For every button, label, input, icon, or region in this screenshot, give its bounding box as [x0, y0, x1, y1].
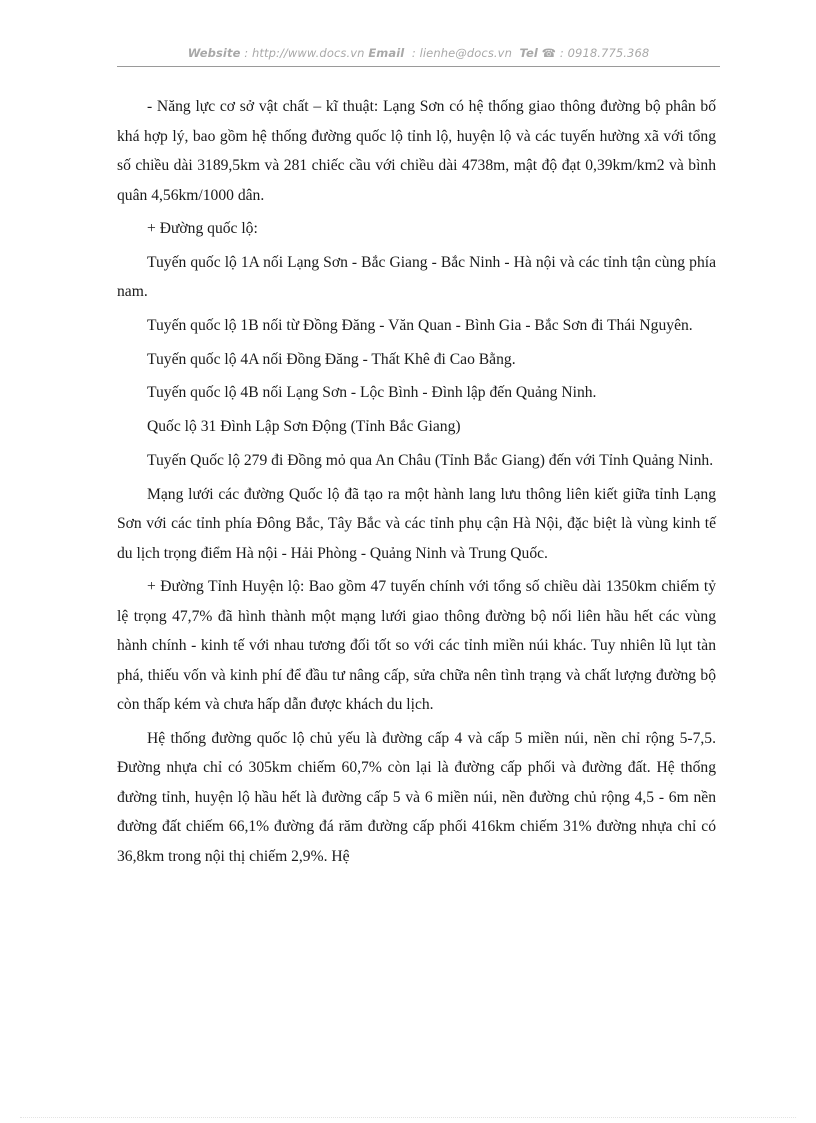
paragraph: Tuyến quốc lộ 1B nối từ Đồng Đăng - Văn Quan - Bình Gia - Bắc Sơn đi Thái Nguyên.: [147, 317, 693, 335]
website-label: Website: [187, 46, 241, 60]
paragraph: Mạng lưới các đường Quốc lộ đã tạo ra một hành lang lưu thông liên kiết giữa tỉnh Lạng Sơn với các tỉnh phía Đông Bắc, Tây Bắc và các tỉnh phụ cận Hà Nội, đặc biệt là vùng kinh tế du lịch trọng điểm Hà nội - Hải Phòng - Quảng Ninh và Trung Quốc.: [117, 485, 716, 562]
tel-separator: :: [556, 46, 568, 60]
paragraph: - Năng lực cơ sở vật chất – kĩ thuật: Lạng Sơn có hệ thống giao thông đường bộ phân bố khá hợp lý, bao gồm hệ thống đường quốc lộ tỉnh lộ, huyện lộ và các tuyến hường xã với tổng số chiều dài 3189,5km và 281 chiếc cầu với chiều dài 4738m, mật độ đạt 0,39km/km2 và bình quân 4,56km/1000 dân.: [117, 98, 716, 204]
tel-label: Tel: [519, 46, 538, 60]
paragraph: + Đường Tỉnh Huyện lộ: Bao gồm 47 tuyến chính với tổng số chiều dài 1350km chiếm tỷ lệ trọng 47,7% đã hình thành một mạng lưới giao thông đường bộ nối liên hầu hết các vùng hành chính - kinh tế với nhau tương đối tốt so với các tỉnh miền núi khác. Tuy nhiên lũ lụt tàn phá, thiếu vốn và kinh phí để đầu tư nâng cấp, sửa chữa nên tình trạng và chất lượng đường bộ còn thấp kém và chưa hấp dẫn được khách du lịch.: [117, 578, 716, 714]
page-header: [117, 46, 720, 60]
paragraph: Tuyến Quốc lộ 279 đi Đồng mỏ qua An Châu (Tỉnh Bắc Giang) đến với Tỉnh Quảng Ninh.: [147, 451, 714, 469]
document-body: [117, 92, 716, 876]
paragraph: Tuyến quốc lộ 4A nối Đồng Đăng - Thất Khê đi Cao Bằng.: [147, 350, 516, 368]
paragraph: Tuyến quốc lộ 4B nối Lạng Sơn - Lộc Bình - Đình lập đến Quảng Ninh.: [147, 384, 597, 402]
paragraph: + Đường quốc lộ:: [147, 220, 258, 238]
email-label: Email: [368, 46, 405, 60]
paragraph: Hệ thống đường quốc lộ chủ yếu là đường cấp 4 và cấp 5 miền núi, nền chỉ rộng 5-7,5. Đường nhựa chỉ có 305km chiếm 60,7% còn lại là đường cấp phối và đường đất. Hệ thống đường tỉnh, huyện lộ hầu hết là đường cấp 5 và 6 miền núi, nền đường chủ rộng 4,5 - 6m nền đường đất chiếm 66,1% đường đá răm đường cấp phối 416km chiếm 31% đường nhựa chỉ có 36,8km trong nội thị chiếm 2,9%. Hệ: [117, 729, 716, 865]
tel-number: 0918.775.368: [567, 46, 650, 60]
paragraph: Tuyến quốc lộ 1A nối Lạng Sơn - Bắc Giang - Bắc Ninh - Hà nội và các tỉnh tận cùng phía nam.: [117, 253, 716, 301]
website-link[interactable]: http://www.docs.vn: [251, 46, 365, 60]
page-bottom-border: [20, 1117, 796, 1118]
paragraph: Quốc lộ 31 Đình Lập Sơn Động (Tỉnh Bắc Giang): [147, 418, 461, 436]
website-separator: :: [240, 46, 252, 60]
email-link[interactable]: lienhe@docs.vn: [419, 46, 512, 60]
email-separator: :: [408, 46, 420, 60]
header-divider: [117, 66, 720, 67]
phone-icon: ☎: [541, 46, 557, 60]
